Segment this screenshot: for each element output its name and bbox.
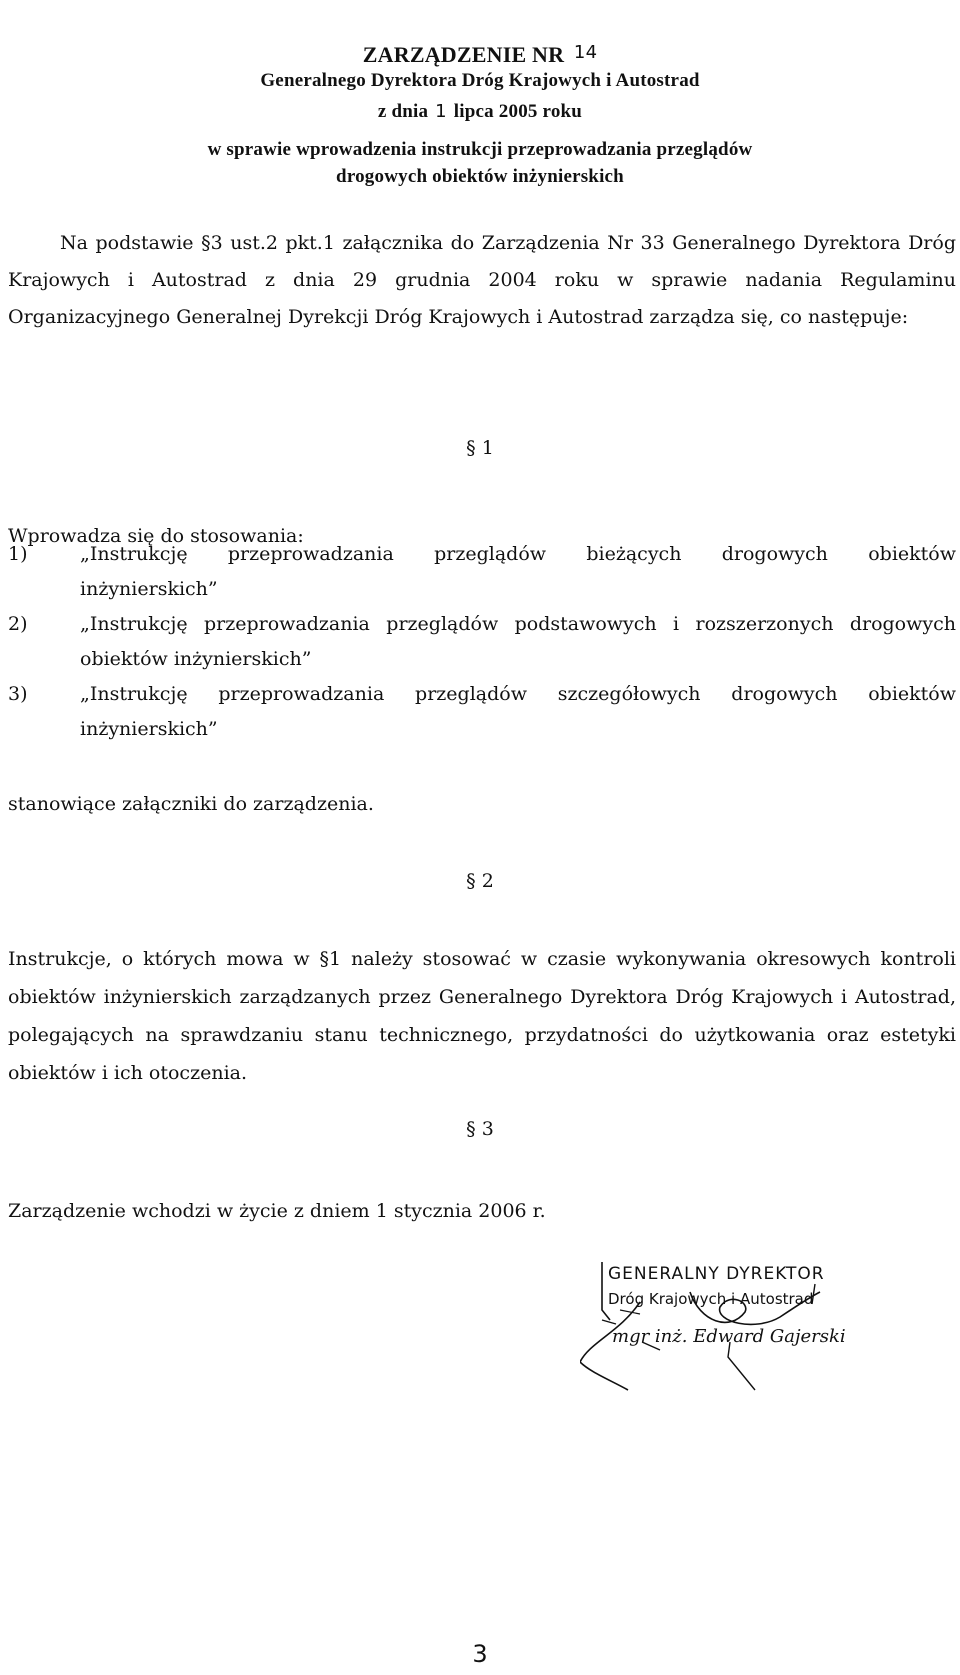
section-2-paragraph: Instrukcje, o których mowa w §1 należy stosować w czasie wykonywania okresowych kontroli obiektów inżynierskich zarządzanych przez Generalnego Dyrektora Dróg Krajowych i Autostrad, polegających na sprawdzaniu stanu technicznego, przydatności do użytkowania oraz estetyki obiektów i ich otoczenia. — [8, 948, 956, 1084]
section-1-lead: Wprowadza się do stosowania: — [8, 525, 304, 547]
date-line — [0, 101, 960, 123]
handwritten-number: 14 — [573, 42, 598, 63]
subject-line-2: drogowych obiektów inżynierskich — [336, 166, 624, 187]
section-3-heading: § 3 — [466, 1118, 494, 1140]
intro-text: Na podstawie §3 ust.2 pkt.1 załącznika do Zarządzenia Nr 33 Generalnego Dyrektora Dróg Krajowych i Autostrad z dnia 29 grudnia 2004 roku w sprawie nadania Regulaminu Organizacyjnego Generalnej Dyrekcji Dróg Krajowych i Autostrad zarządza się, co następuje: — [8, 232, 956, 328]
section-3-paragraph: Zarządzenie wchodzi w życie z dniem 1 stycznia 2006 r. — [8, 1200, 546, 1222]
list-item-number: 3) — [8, 683, 28, 705]
list-item — [8, 677, 956, 747]
section-1-heading: § 1 — [466, 437, 494, 459]
subject-line-1: w sprawie wprowadzenia instrukcji przeprowadzania przeglądów — [207, 139, 753, 160]
list-item-line2: inżynierskich” — [80, 718, 218, 740]
signature-stamp — [580, 1262, 880, 1392]
list-item-line2: inżynierskich” — [80, 578, 218, 600]
list-item-line1: „Instrukcję przeprowadzania przeglądów bieżących drogowych obiektów — [80, 543, 956, 565]
stamp-institution: Dróg Krajowych i Autostrad — [608, 1290, 814, 1308]
issuer-line: Generalnego Dyrektora Dróg Krajowych i Autostrad — [260, 70, 700, 91]
date-suffix: lipca 2005 roku — [453, 101, 583, 122]
title-text: ZARZĄDZENIE NR — [362, 42, 565, 67]
list-item-number: 1) — [8, 543, 28, 565]
handwritten-day: 1 — [435, 101, 447, 122]
list-item-line2: obiektów inżynierskich” — [80, 648, 312, 670]
intro-paragraph — [8, 225, 956, 336]
section-1-closing: stanowiące załączniki do zarządzenia. — [8, 793, 374, 815]
list-item-line1: „Instrukcję przeprowadzania przeglądów szczegółowych drogowych obiektów — [80, 683, 956, 705]
section-2-heading: § 2 — [466, 870, 494, 892]
list-item — [8, 537, 956, 607]
page-number: 3 — [472, 1640, 488, 1668]
stamp-title: GENERALNY DYREKTOR — [608, 1264, 825, 1284]
document-title — [0, 42, 960, 68]
stamp-name: mgr inż. Edward Gajerski — [612, 1326, 846, 1347]
list-item-line1: „Instrukcję przeprowadzania przeglądów podstawowych i rozszerzonych drogowych — [80, 613, 956, 635]
date-prefix: z dnia — [377, 101, 429, 122]
list-item — [8, 607, 956, 677]
list-item-number: 2) — [8, 613, 28, 635]
